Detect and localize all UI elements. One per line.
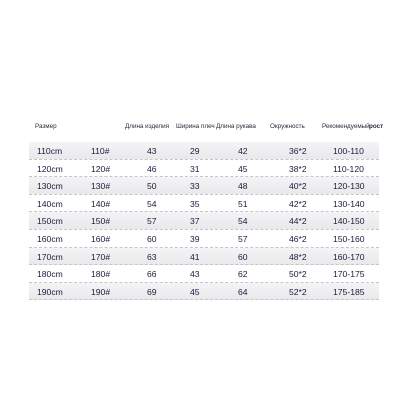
cell-height: 120-130: [333, 181, 365, 192]
cell-code: 120#: [91, 163, 111, 174]
cell-shoulder: 31: [190, 163, 200, 174]
cell-sleeve: 64: [238, 286, 248, 297]
table-header: [29, 121, 384, 137]
cell-sleeve: 42: [238, 146, 248, 156]
cell-height: 110-120: [333, 163, 364, 174]
table-row: [29, 230, 379, 247]
header-okruzhnost: Окружность: [270, 123, 305, 130]
cell-height: 175-185: [333, 286, 365, 297]
cell-length: 57: [147, 216, 157, 227]
table-row: [29, 265, 379, 282]
table-row: [29, 177, 379, 194]
cell-shoulder: 41: [190, 251, 200, 262]
header-dlina-izdeliya: Длина изделия: [125, 123, 170, 130]
cell-sleeve: 51: [238, 198, 248, 209]
cell-sleeve: 45: [238, 163, 248, 174]
cell-shoulder: 33: [190, 181, 200, 192]
cell-length: 69: [147, 286, 157, 297]
cell-shoulder: 29: [190, 146, 200, 156]
cell-code: 160#: [91, 233, 111, 244]
size-chart-table: [29, 121, 384, 297]
cell-girth: 50*2: [289, 269, 307, 280]
table-row: [29, 283, 379, 300]
cell-girth: 36*2: [289, 146, 307, 156]
cell-girth: 40*2: [289, 181, 307, 192]
cell-girth: 42*2: [289, 198, 307, 209]
cell-height: 130-140: [333, 198, 365, 209]
cell-size: 120cm: [37, 163, 63, 174]
table-row: [29, 160, 379, 177]
cell-code: 140#: [91, 198, 111, 209]
cell-code: 190#: [91, 286, 111, 297]
cell-height: 150-160: [333, 233, 365, 244]
cell-size: 190cm: [37, 286, 63, 297]
cell-sleeve: 62: [238, 269, 248, 280]
cell-girth: 44*2: [289, 216, 307, 227]
cell-code: 170#: [91, 251, 111, 262]
cell-length: 43: [147, 146, 157, 156]
table-row: [29, 195, 379, 212]
table-row: [29, 142, 379, 159]
cell-code: 110#: [91, 146, 110, 156]
cell-sleeve: 57: [238, 233, 248, 244]
cell-shoulder: 39: [190, 233, 200, 244]
cell-shoulder: 35: [190, 198, 200, 209]
cell-code: 130#: [91, 181, 111, 192]
cell-length: 66: [147, 269, 157, 280]
cell-size: 170cm: [37, 251, 63, 262]
cell-length: 63: [147, 251, 157, 262]
cell-girth: 38*2: [289, 163, 307, 174]
cell-code: 150#: [91, 216, 111, 227]
header-rekomenduemyy: Рекомендуемый: [322, 123, 370, 130]
cell-height: 140-150: [333, 216, 365, 227]
cell-size: 110cm: [37, 146, 63, 156]
table-body: [29, 142, 379, 300]
cell-shoulder: 45: [190, 286, 200, 297]
cell-shoulder: 43: [190, 269, 200, 280]
cell-code: 180#: [91, 269, 111, 280]
cell-height: 160-170: [333, 251, 365, 262]
cell-size: 130cm: [37, 181, 63, 192]
cell-size: 180cm: [37, 269, 63, 280]
cell-sleeve: 48: [238, 181, 248, 192]
cell-girth: 46*2: [289, 233, 307, 244]
header-razmer: Размер: [35, 123, 57, 130]
cell-size: 140cm: [37, 198, 63, 209]
cell-sleeve: 54: [238, 216, 248, 227]
cell-length: 60: [147, 233, 157, 244]
cell-height: 100-110: [333, 146, 364, 156]
header-rost: рост: [369, 123, 384, 130]
cell-girth: 52*2: [289, 286, 307, 297]
cell-size: 160cm: [37, 233, 63, 244]
header-shirina-plech: Ширина плеч: [176, 123, 215, 130]
table-row: [29, 212, 379, 229]
cell-sleeve: 60: [238, 251, 248, 262]
cell-height: 170-175: [333, 269, 365, 280]
cell-girth: 48*2: [289, 251, 307, 262]
cell-length: 54: [147, 198, 157, 209]
cell-shoulder: 37: [190, 216, 200, 227]
cell-size: 150cm: [37, 216, 63, 227]
cell-length: 46: [147, 163, 157, 174]
table-row: [29, 248, 379, 265]
header-dlina-rukava: Длина рукава: [216, 123, 256, 130]
cell-length: 50: [147, 181, 157, 192]
